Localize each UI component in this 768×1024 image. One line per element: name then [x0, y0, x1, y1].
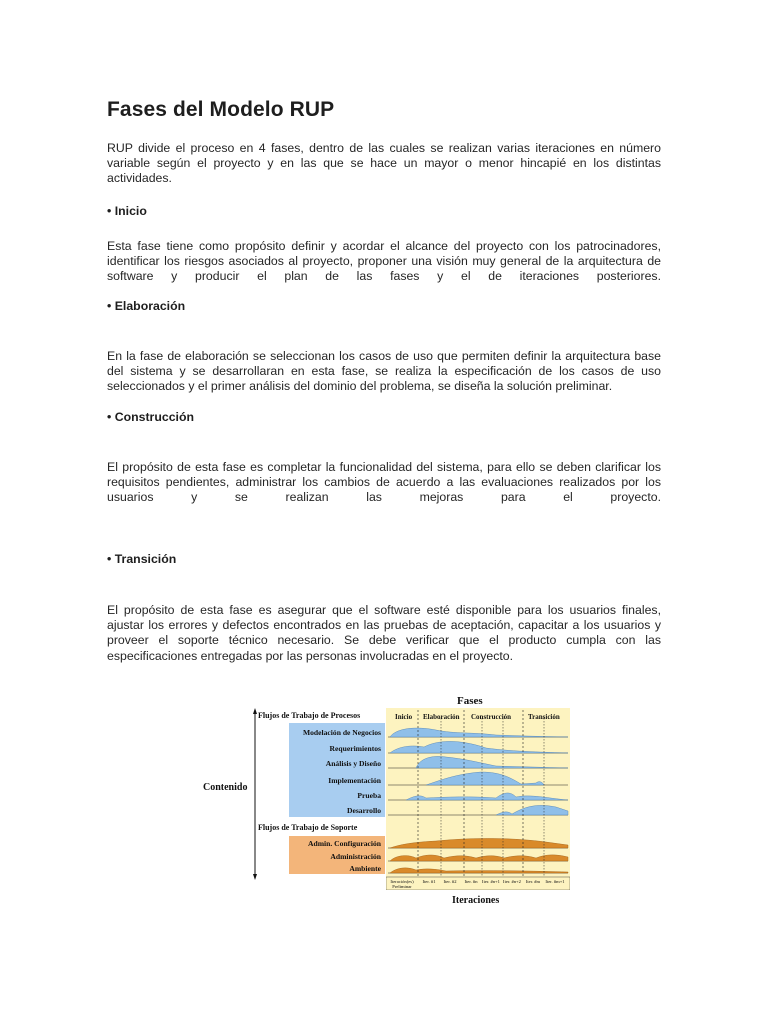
- section-text-transicion: El propósito de esta fase es asegurar que el software esté disponible para los usuarios finales, ajustar los errores y defectos encontrados en las pruebas de aceptación, capacitar a los usuarios y proveer el soporte técnico necesario. Se debe verificar que el producto cumpla con las especificaciones entregadas por las personas involucradas en el proyecto.: [107, 603, 661, 663]
- phase-label: Inicio: [395, 713, 413, 721]
- iteration-label: Iter. #m: [525, 879, 541, 884]
- iteration-label: Iter. #m+1: [545, 879, 565, 884]
- workflow-label: Ambiente: [349, 864, 381, 873]
- section-heading-elaboracion: • Elaboración: [107, 299, 186, 313]
- section-heading-inicio: • Inicio: [107, 204, 147, 218]
- workflow-label: Prueba: [357, 791, 381, 800]
- workflow-label: Admin. Configuración: [308, 839, 381, 848]
- workflow-label: Implementación: [328, 776, 381, 785]
- section-text-elaboracion: En la fase de elaboración se seleccionan los casos de uso que permiten definir la arquitectura base del sistema y se desarrollaran en esta fase, se realiza la especificación de los casos de uso seleccionados y el primer análisis del dominio del problema, se diseña la solución preliminar.: [107, 349, 661, 394]
- phase-label: Construcción: [471, 713, 512, 721]
- iteration-label: Iter. #n: [464, 879, 478, 884]
- rup-diagram: [190, 690, 580, 910]
- section-heading-transicion: • Transición: [107, 552, 177, 566]
- diagram-title: Fases: [457, 695, 483, 707]
- workflow-label: Administración: [330, 852, 381, 861]
- intro-paragraph: RUP divide el proceso en 4 fases, dentro de las cuales se realizan varias iteraciones en número variable según el proyecto y en las que se hace un mayor o menor hincapié en los distintas actividades.: [107, 141, 661, 186]
- iteration-label: Iteración(es) Preliminar: [390, 879, 414, 889]
- iterations-caption: Iteraciones: [452, 895, 500, 906]
- content-label: Contenido: [203, 782, 248, 793]
- workflow-label: Requerimientos: [329, 744, 381, 753]
- iteration-label: Iter. #n+1: [482, 879, 500, 884]
- iteration-label: Iter. #1: [422, 879, 436, 884]
- page-title: Fases del Modelo RUP: [107, 98, 335, 121]
- iteration-label: Iter. #2: [443, 879, 457, 884]
- phase-label: Elaboración: [423, 713, 460, 721]
- phase-label: Transición: [528, 713, 560, 721]
- section-text-inicio: Esta fase tiene como propósito definir y acordar el alcance del proyecto con los patrocinadores, identificar los riesgos asociados al proyecto, proponer una visión muy general de la arquitectura de software y producir el plan de las fases y el de iteraciones posteriores.: [107, 239, 661, 284]
- process-workflows-box: [289, 723, 385, 817]
- section-text-construccion: El propósito de esta fase es completar la funcionalidad del sistema, para ello se deben clarificar los requisitos pendientes, administrar los cambios de acuerdo a las evaluaciones realizados por los usuarios y se realizan las mejoras para el proyecto.: [107, 460, 661, 505]
- workflow-label: Modelación de Negocios: [302, 728, 381, 737]
- workflow-label: Desarrollo: [346, 806, 381, 815]
- phases-chart-area: [386, 708, 570, 890]
- iteration-label: Iter. #n+2: [503, 879, 521, 884]
- section-heading-construccion: • Construcción: [107, 410, 194, 424]
- process-workflows-header: Flujos de Trabajo de Procesos: [258, 711, 361, 720]
- vertical-arrow-icon: [253, 708, 257, 880]
- workflow-label: Análisis y Diseño: [325, 759, 381, 768]
- workflow-curves: [386, 708, 570, 890]
- support-workflows-header: Flujos de Trabajo de Soporte: [258, 823, 358, 832]
